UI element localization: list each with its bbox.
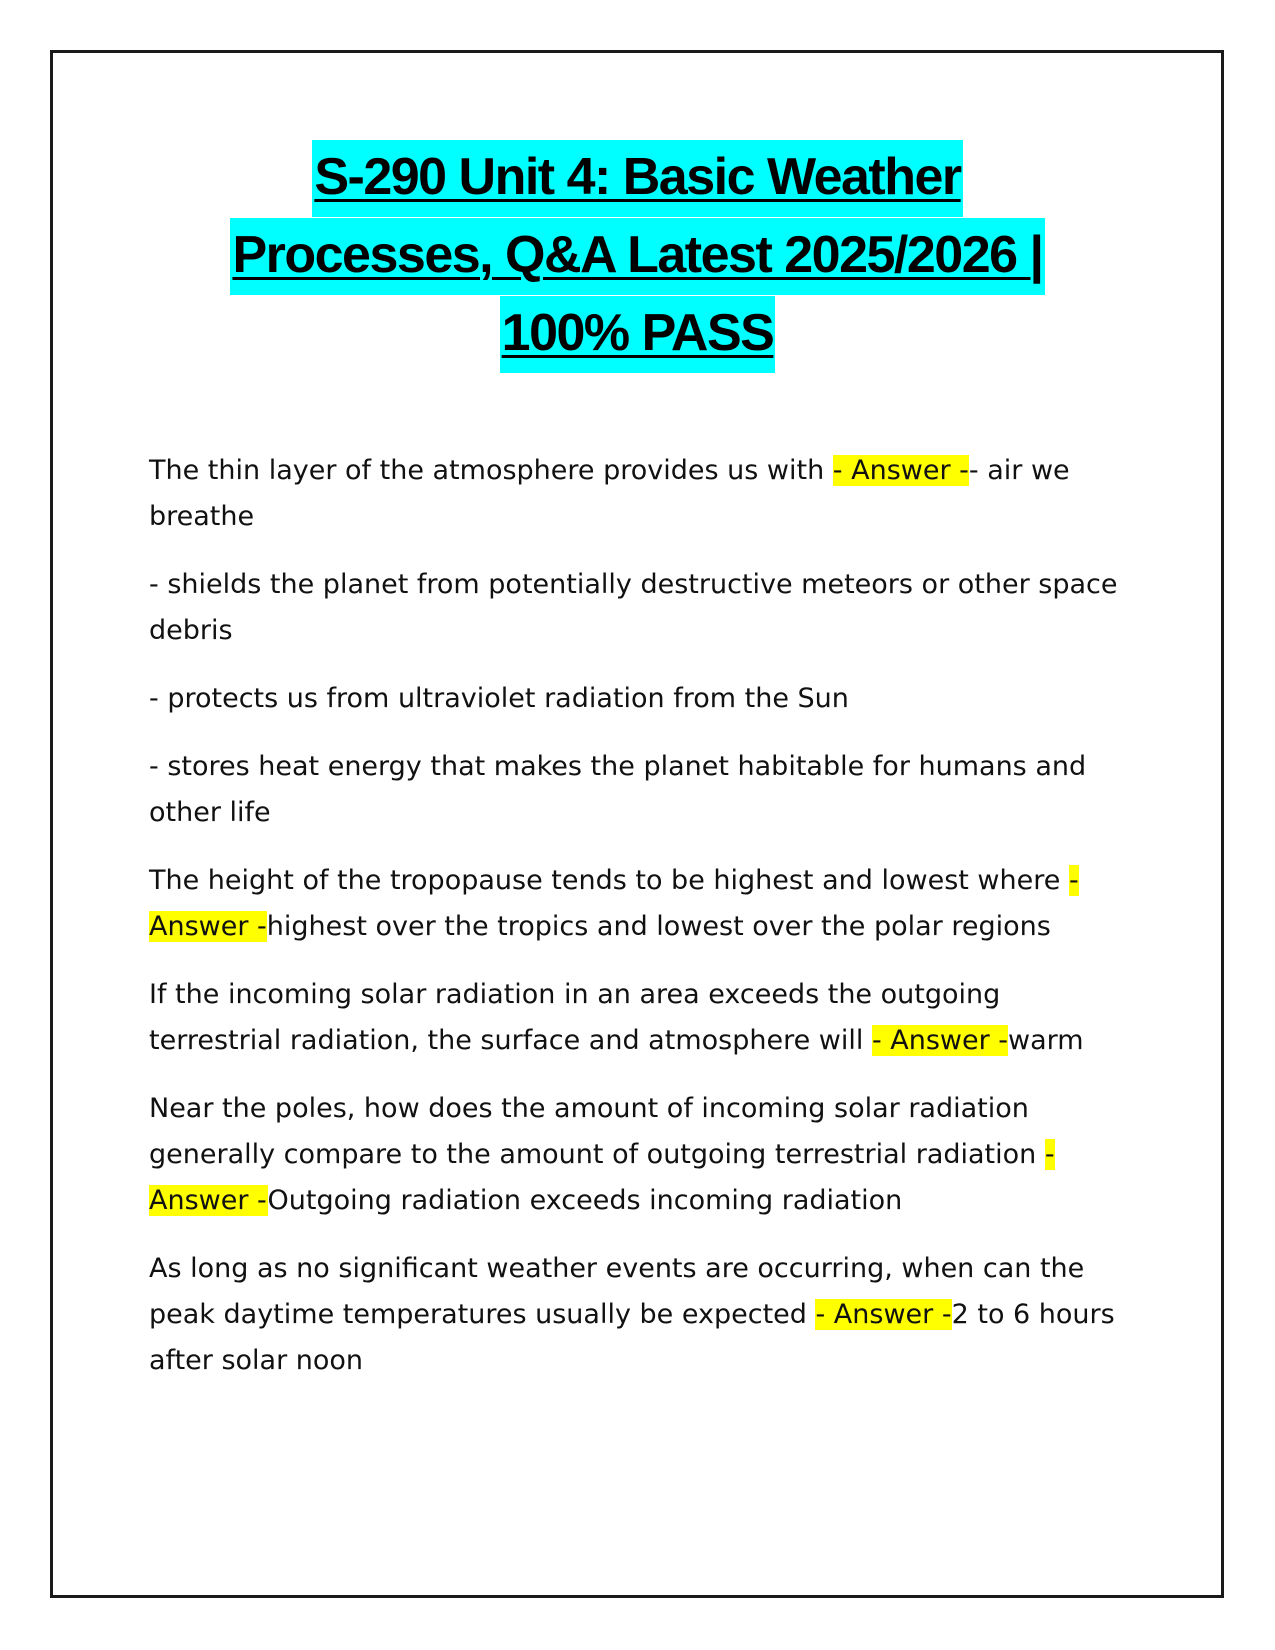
qa-item — [149, 562, 1129, 654]
answer-text: highest over the tropics and lowest over the polar regions — [266, 911, 1051, 942]
qa-item — [149, 858, 1129, 950]
title-line-1: S-290 Unit 4: Basic Weather — [312, 140, 962, 217]
answer-text: - protects us from ultraviolet radiation from the Sun — [149, 683, 849, 714]
question-text: As long as no significant weather events are occurring, when can the peak daytime temperatures usually be expected — [149, 1253, 1085, 1330]
qa-item — [149, 448, 1129, 540]
answer-marker: - Answer - — [871, 1025, 1009, 1056]
title-line-2: Processes, Q&A Latest 2025/2026 | — [230, 218, 1044, 295]
qa-item — [149, 972, 1129, 1064]
answer-marker: - Answer - — [149, 1139, 1055, 1216]
question-text: Near the poles, how does the amount of incoming solar radiation generally compare to the amount of outgoing terrestrial radiation — [149, 1093, 1045, 1170]
qa-item — [149, 744, 1129, 836]
title-line-3: 100% PASS — [500, 296, 776, 373]
question-text: The height of the tropopause tends to be highest and lowest where — [149, 865, 1069, 896]
qa-item — [149, 1246, 1129, 1384]
answer-marker: - Answer - — [815, 1299, 952, 1330]
question-text: If the incoming solar radiation in an area exceeds the outgoing terrestrial radiation, the surface and atmosphere will — [149, 979, 1001, 1056]
qa-content — [149, 448, 1129, 1406]
answer-text: - air we breathe — [149, 455, 1070, 532]
document-title — [100, 140, 1175, 374]
qa-item — [149, 676, 1129, 722]
answer-text: warm — [1008, 1025, 1084, 1056]
answer-text: - stores heat energy that makes the planet habitable for humans and other life — [149, 751, 1087, 828]
answer-marker: - Answer - — [149, 865, 1079, 942]
answer-text: - shields the planet from potentially destructive meteors or other space debris — [149, 569, 1118, 646]
answer-marker: - Answer - — [832, 455, 969, 486]
question-text: The thin layer of the atmosphere provides us with — [149, 455, 833, 486]
answer-text: Outgoing radiation exceeds incoming radiation — [267, 1185, 903, 1216]
answer-text: 2 to 6 hours after solar noon — [149, 1299, 1115, 1376]
qa-item — [149, 1086, 1129, 1224]
